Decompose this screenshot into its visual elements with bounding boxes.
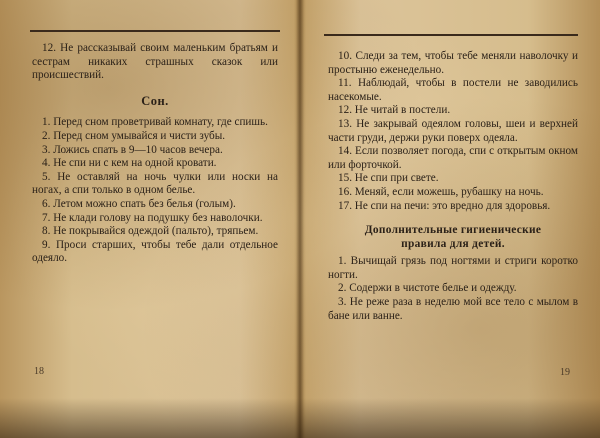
- top-rule: [30, 30, 280, 32]
- rule-item: 12. Не рассказывай своим маленьким братьям и сестрам никаких страшных сказок или происшествий.: [32, 42, 278, 82]
- subheading-line: Дополнительные гигиенические: [364, 224, 542, 237]
- rule-item: 1. Вычищай грязь под ногтями и стриги коротко ногти.: [328, 255, 578, 281]
- rule-item: 13. Не закрывай одеялом головы, шеи и верхней части груди, держи руки поверх одеяла.: [328, 117, 578, 144]
- bottom-shadow: [0, 398, 600, 438]
- rule-item: 8. Не покрывайся одеждой (пальто), тряпьем.: [42, 225, 259, 238]
- page-number: 19: [560, 367, 570, 378]
- right-column: [328, 50, 578, 323]
- rule-item: 6. Летом можно спать без белья (голым).: [42, 197, 236, 210]
- rule-item: 10. Следи за тем, чтобы тебе меняли наволочку и простыню еженедельно.: [328, 50, 578, 76]
- rule-item: 5. Не оставляй на ночь чулки или носки на ногах, а спи только в одном белье.: [32, 170, 278, 197]
- rule-item: 2. Содержи в чистоте белье и одежду.: [338, 282, 517, 295]
- rule-item: 3. Ложись спать в 9—10 часов вечера.: [42, 143, 223, 156]
- rule-item: 3. Не реже раза в неделю мой все тело с мылом в бане или ванне.: [328, 295, 578, 322]
- top-rule: [324, 34, 578, 36]
- rule-item: 16. Меняй, если можешь, рубашку на ночь.: [338, 185, 544, 198]
- rule-item: 15. Не спи при свете.: [338, 172, 439, 185]
- page-number: 18: [34, 366, 44, 377]
- rule-item: 9. Проси старших, чтобы тебе дали отдельное одеяло.: [32, 238, 278, 265]
- rule-item: 12. Не читай в постели.: [338, 104, 451, 117]
- subheading-line: правила для детей.: [401, 238, 505, 251]
- rule-item: 2. Перед сном умывайся и чисти зубы.: [42, 129, 226, 142]
- section-heading: Сон.: [141, 93, 169, 108]
- rule-item: 4. Не спи ни с кем на одной кровати.: [42, 157, 217, 170]
- rule-item: 14. Если позволяет погода, спи с открытым окном или форточкой.: [328, 145, 578, 171]
- section-subheading: [328, 223, 578, 251]
- rule-item: 17. Не спи на печи: это вредно для здоровья.: [338, 199, 551, 212]
- left-column: [32, 42, 278, 266]
- right-page: [300, 0, 600, 438]
- rule-item: 7. Не клади голову на подушку без наволочки.: [42, 211, 263, 224]
- rule-item: 1. Перед сном проветривай комнату, где спишь.: [42, 116, 268, 129]
- rule-item: 11. Наблюдай, чтобы в постели не заводились насекомые.: [328, 77, 578, 103]
